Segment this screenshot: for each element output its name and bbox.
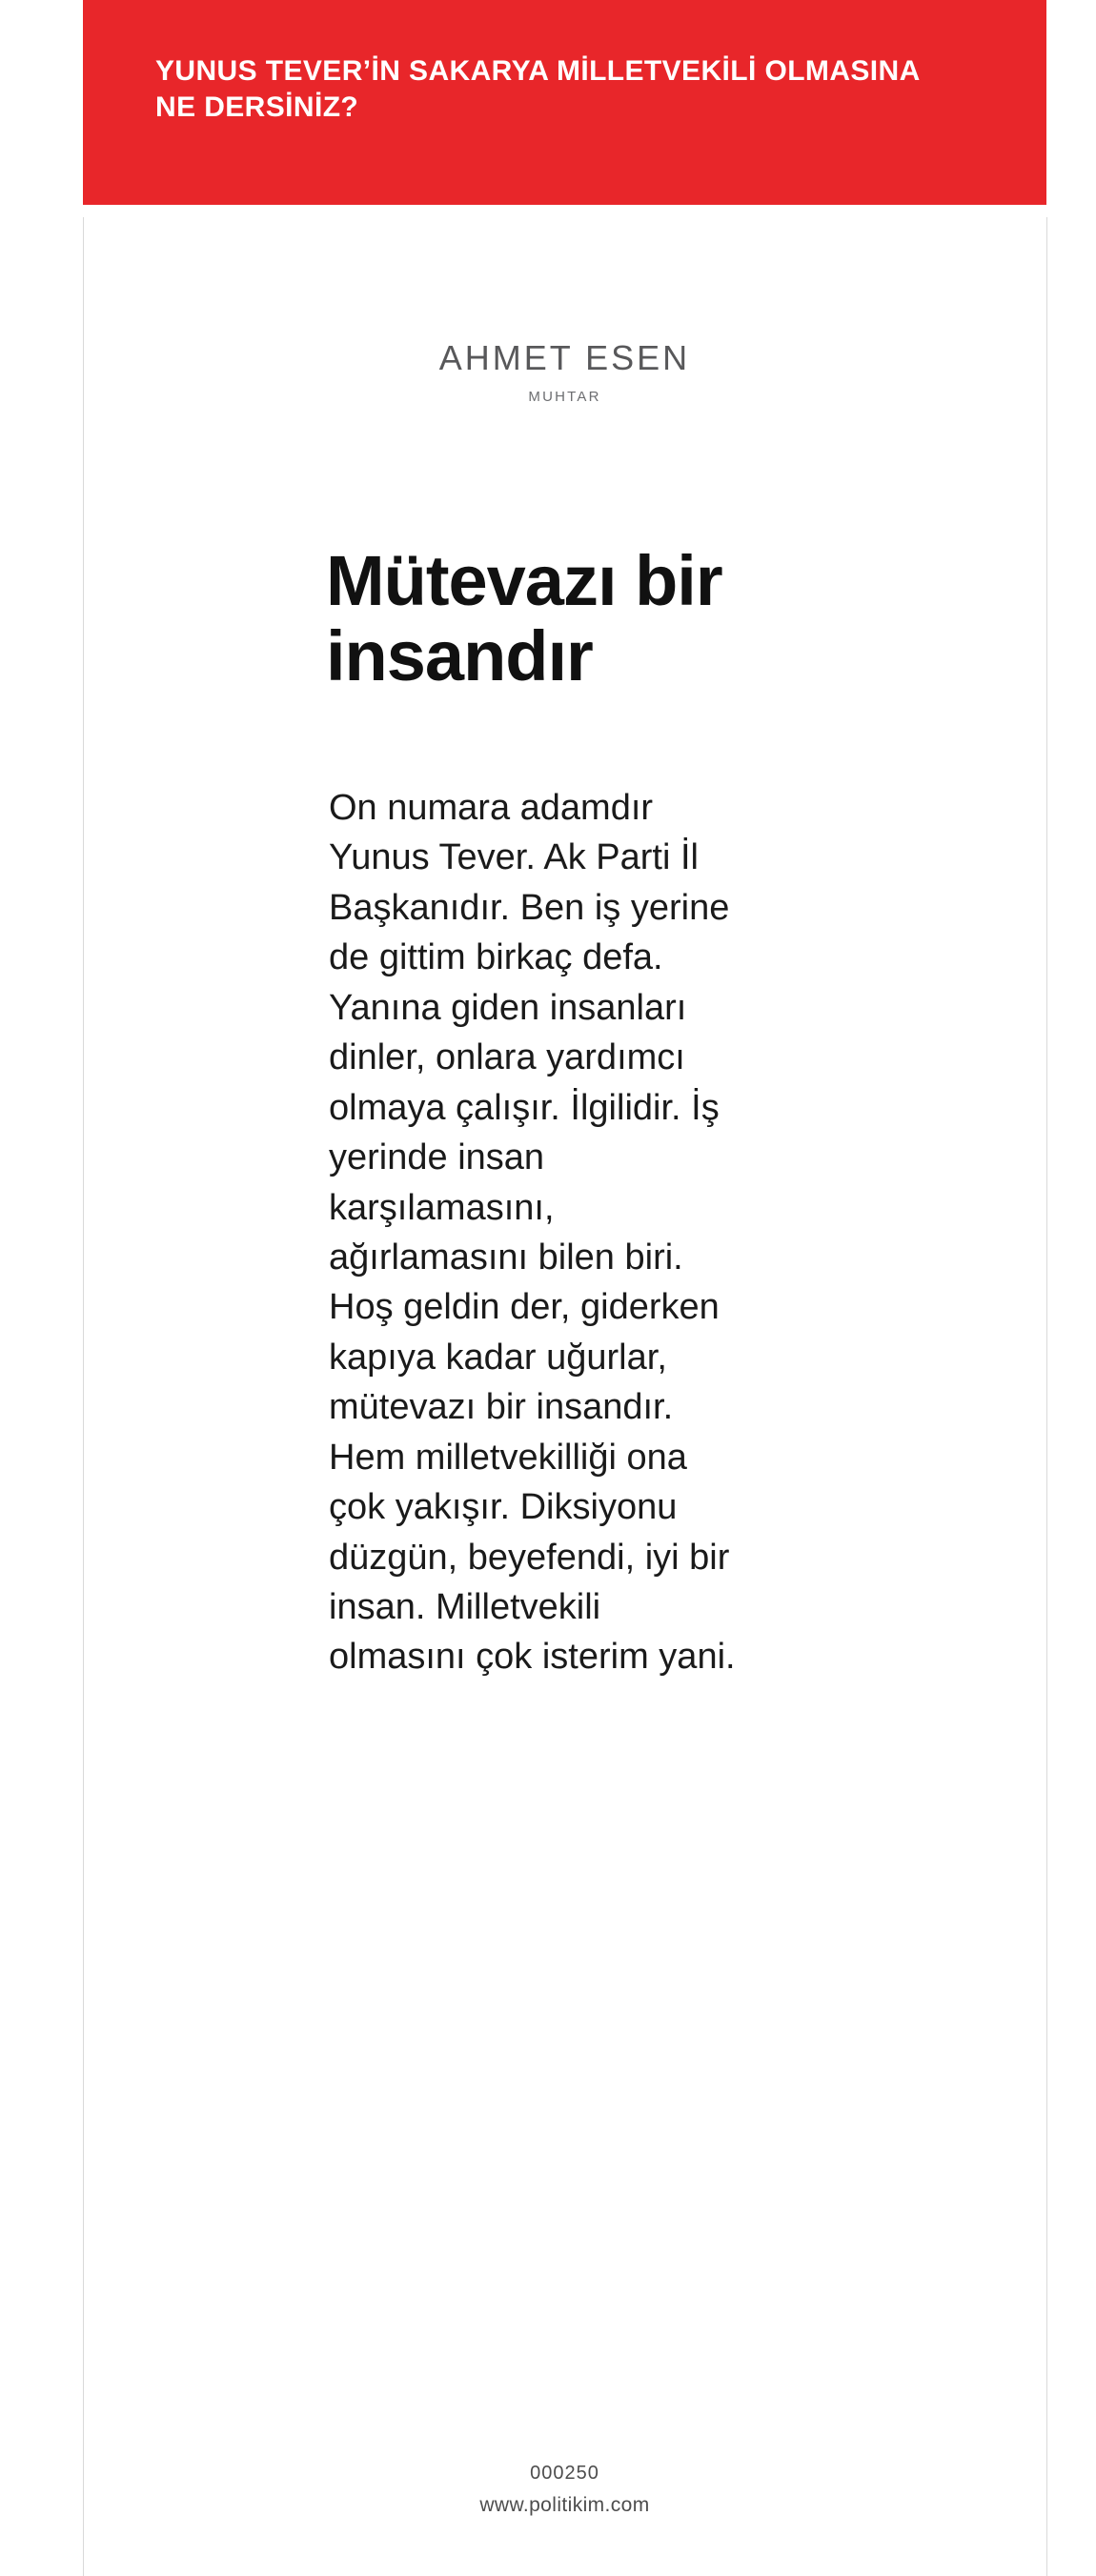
footer — [83, 2463, 1046, 2517]
byline — [83, 338, 1046, 405]
page-title: Mütevazı bir insandır — [326, 541, 722, 696]
column-rule-left — [83, 217, 84, 2576]
banner-question: YUNUS TEVER’İN SAKARYA MİLLETVEKİLİ OLMASINA NE DERSİNİZ? — [155, 55, 920, 124]
header-banner — [83, 0, 1046, 205]
byline-role: MUHTAR — [528, 389, 601, 405]
article-body: On numara adamdır Yunus Tever. Ak Parti İl Başkanıdır. Ben iş yerine de gittim birkaç defa. Yanına giden insanları dinler, onlara yardımcı olmaya çalışır. İlgilidir. İş yerinde insan karşılamasını, ağırlamasını bilen biri. Hoş geldin der, giderken kapıya kadar uğurlar, mütevazı bir insandır. Hem milletvekilliği ona çok yakışır. Diksiyonu düzgün, beyefendi, iyi bir insan. Milletvekili olmasını çok isterim yani. — [329, 788, 736, 1678]
footer-code: 000250 — [530, 2463, 599, 2484]
footer-url[interactable]: www.politikim.com — [479, 2494, 650, 2516]
byline-name: AHMET ESEN — [438, 338, 691, 377]
column-rule-right — [1046, 217, 1047, 2576]
